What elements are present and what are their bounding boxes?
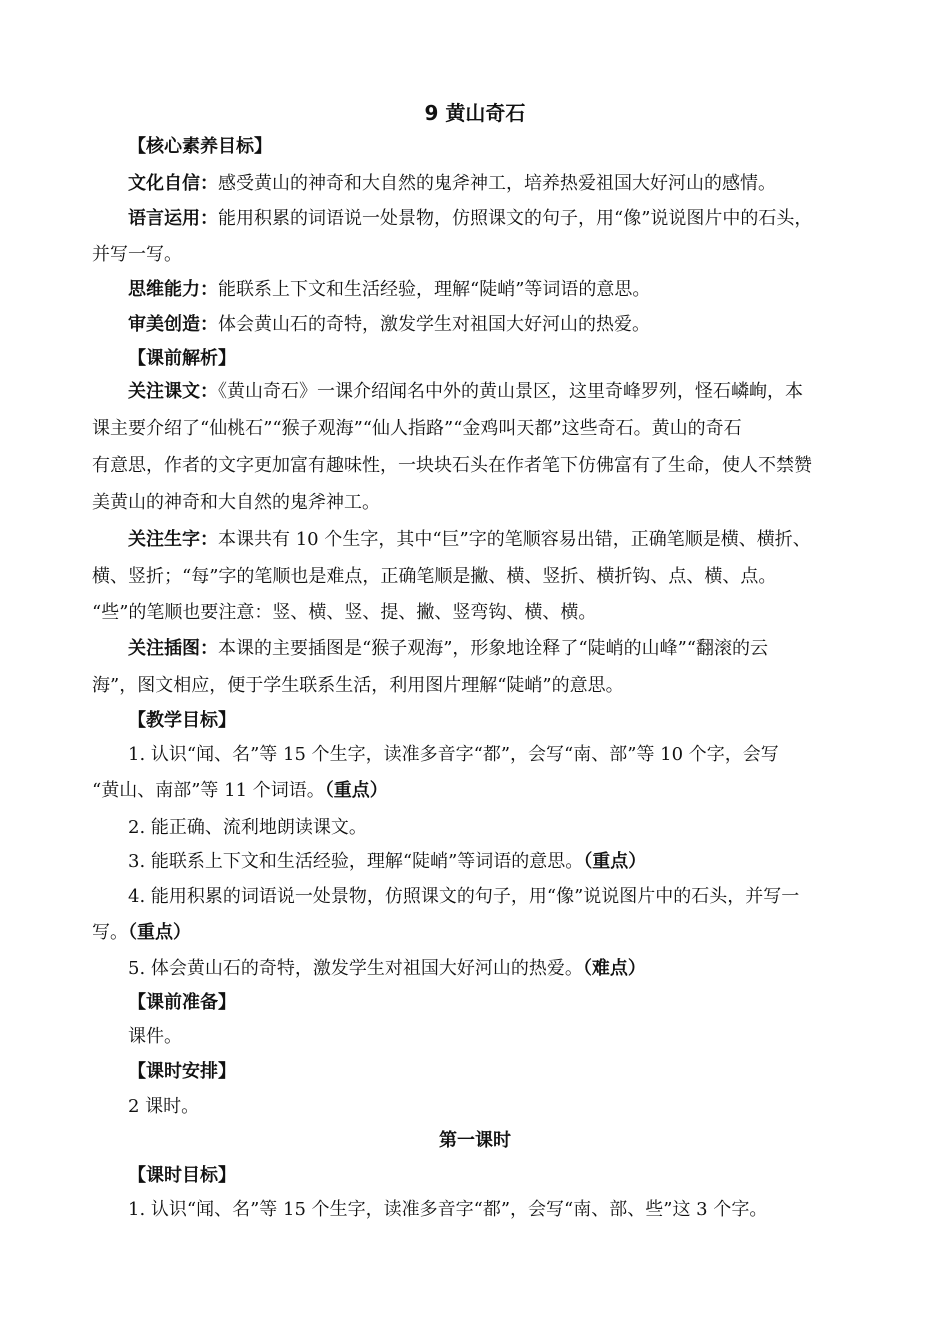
preparation-heading: 【课前准备】 [128, 992, 236, 1013]
core-goals-heading: 【核心素养目标】 [128, 136, 272, 157]
lesson-1-heading: 第一课时 [439, 1130, 511, 1151]
schedule-heading: 【课时安排】 [128, 1061, 236, 1082]
core-goal-thinking [128, 277, 908, 303]
key-point-tag: （重点） [324, 780, 388, 801]
core-goal-language [128, 206, 908, 232]
language-text-2: 并写一写。 [92, 244, 182, 265]
language-text-1: 能用积累的词语说一处景物，仿照课文的句子，用“像”说说图片中的石头， [218, 208, 813, 229]
analysis-pic-line-1 [128, 636, 908, 662]
analysis-pic-1: 本课的主要插图是“猴子观海”，形象地诠释了“陡峭的山峰”“翻滚的云 [218, 638, 769, 659]
preparation-text: 课件。 [128, 1026, 182, 1047]
analysis-chars-1: 本课共有 10 个生字，其中“巨”字的笔顺容易出错，正确笔顺是横、横折、 [218, 529, 811, 550]
thinking-label: 思维能力： [128, 279, 218, 300]
aesthetic-label: 审美创造： [128, 314, 218, 335]
key-point-tag: （重点） [128, 922, 191, 943]
analysis-text-line-1 [128, 379, 908, 405]
pre-analysis-heading: 【课前解析】 [128, 348, 236, 369]
key-point-tag: （重点） [583, 851, 647, 872]
culture-text: 感受黄山的神奇和大自然的鬼斧神工，培养热爱祖国大好河山的感情。 [218, 173, 776, 194]
analysis-chars-line-2: 横、竖折；“每”字的笔顺也是难点，正确笔顺是撇、横、竖折、横折钩、点、横、点。 [92, 566, 777, 587]
core-goal-aesthetic [128, 312, 908, 338]
difficult-point-tag: （难点） [582, 958, 646, 979]
schedule-text: 2 课时。 [128, 1096, 200, 1117]
teaching-goal-5 [128, 956, 908, 982]
teaching-goal-1-line-1: 1. 认识“闻、名”等 15 个生字，读准多音字“都”，会写“南、部”等 10 个字，会写 [128, 744, 779, 765]
analysis-pic-line-2: 海”，图文相应，便于学生联系生活，利用图片理解“陡峭”的意思。 [92, 675, 624, 696]
teaching-goal-3-text: 3. 能联系上下文和生活经验，理解“陡峭”等词语的意思。 [128, 851, 584, 872]
teaching-goals-heading: 【教学目标】 [128, 710, 236, 731]
teaching-goal-3 [128, 849, 908, 875]
culture-label: 文化自信： [128, 173, 218, 194]
analysis-chars-label: 关注生字： [128, 529, 218, 550]
analysis-text-line-3: 有意思，作者的文字更加富有趣味性，一块块石头在作者笔下仿佛富有了生命，使人不禁赞 [92, 455, 812, 476]
analysis-text-label: 关注课文： [128, 381, 218, 402]
analysis-pic-label: 关注插图： [128, 638, 218, 659]
language-label: 语言运用： [128, 208, 218, 229]
analysis-text-line-4: 美黄山的神奇和大自然的鬼斧神工。 [92, 492, 380, 513]
teaching-goal-4-text: 写。 [92, 922, 128, 943]
analysis-text-line-2: 课主要介绍了“仙桃石”“猴子观海”“仙人指路”“金鸡叫天都”这些奇石。黄山的奇石 [92, 418, 742, 439]
teaching-goal-4-line-1: 4. 能用积累的词语说一处景物，仿照课文的句子，用“像”说说图片中的石头，并写一 [128, 886, 800, 907]
lesson-goals-heading: 【课时目标】 [128, 1165, 236, 1186]
teaching-goal-4-line-2 [92, 920, 872, 946]
teaching-goal-1-line-2 [92, 778, 872, 804]
teaching-goal-1-text: “黄山、南部”等 11 个词语。 [92, 780, 325, 801]
analysis-text-1: 《黄山奇石》一课介绍闻名中外的黄山景区，这里奇峰罗列，怪石嶙峋，本 [218, 381, 803, 402]
thinking-text: 能联系上下文和生活经验，理解“陡峭”等词语的意思。 [218, 279, 651, 300]
page-title: 9 黄山奇石 [424, 101, 526, 125]
analysis-chars-line-3: “些”的笔顺也要注意：竖、横、竖、提、撇、竖弯钩、横、横。 [92, 602, 597, 623]
lesson-goal-1: 1. 认识“闻、名”等 15 个生字，读准多音字“都”，会写“南、部、些”这 3 个字。 [128, 1199, 768, 1220]
core-goal-culture [128, 171, 908, 197]
analysis-chars-line-1 [128, 527, 908, 553]
teaching-goal-2: 2. 能正确、流利地朗读课文。 [128, 817, 367, 838]
teaching-goal-5-text: 5. 体会黄山石的奇特，激发学生对祖国大好河山的热爱。 [128, 958, 583, 979]
aesthetic-text: 体会黄山石的奇特，激发学生对祖国大好河山的热爱。 [218, 314, 650, 335]
